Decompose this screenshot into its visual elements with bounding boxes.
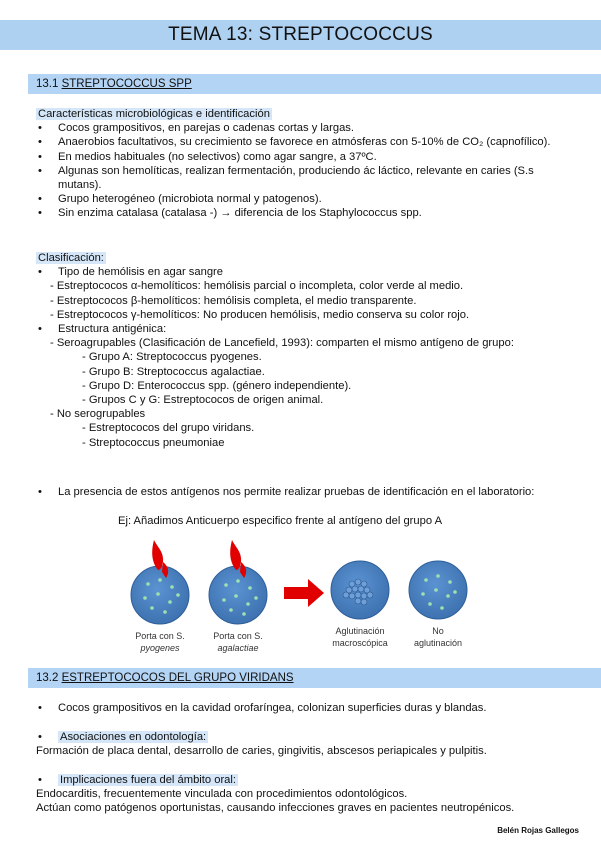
caption-slide-4: No [432,626,444,636]
hemolysis-gamma: - Estreptococos γ-hemolíticos: No producen hemólisis, medio conserva su color rojo. [50,308,470,321]
antigen-list [36,322,556,336]
hemolysis-alpha: - Estreptococos α-hemolíticos: hemólisis parcial o incompleta, color verde al medio. [50,280,464,293]
odontology-heading: Asociaciones en odontología: [60,731,207,743]
hemolysis-beta: - Estreptococos β-hemolíticos: hemólisis completa, el medio transparente. [50,294,417,307]
outside-oral-line-2: Actúan como patógenos oportunistas, causando infecciones graves en pacientes neutropénicos. [36,802,515,815]
example-text: Ej: Añadimos Anticuerpo especifico frente al antígeno del grupo A [118,515,443,527]
section-title: STREPTOCOCCUS SPP [61,78,192,90]
list-item: • Cocos grampositivos en la cavidad orofaríngea, colonizan superficies duras y blandas. [36,701,556,715]
slide-no-agglutination [409,561,467,619]
non-group-item: - Streptococcus pneumoniae [82,436,225,449]
list-item: • Cocos grampositivos, en parejas o cadenas cortas y largas. [36,121,556,135]
outside-oral-heading: Implicaciones fuera del ámbito oral: [60,774,236,786]
characteristics-list [36,121,556,220]
section-number: 13.1 [36,78,59,90]
section-header-13-1 [28,74,601,94]
presence-list [36,485,556,499]
odontology-block [36,730,581,758]
classification-heading: Clasificación: [38,252,104,264]
slide-pyogenes [131,540,189,624]
group-item: - Grupo A: Streptococcus pyogenes. [82,351,262,364]
outside-oral-block [36,773,556,816]
section-header-13-2 [28,668,601,688]
classification-list [36,265,556,279]
list-item: • Algunas son hemolíticas, realizan fermentación, produciendo ác láctico, relevante en caries (S.s mutans). [36,164,556,192]
section-title: ESTREPTOCOCOS DEL GRUPO VIRIDANS [61,672,294,684]
drop-icon [230,540,241,570]
agglutination-figure [120,532,480,657]
presence-block [36,485,556,499]
drop-icon [152,540,163,570]
non-serogroupable: - No serogrupables [50,408,146,421]
classification-block [36,251,556,450]
bullet: • [38,731,42,743]
outside-oral-line-1: Endocarditis, frecuentemente vinculada con procedimientos odontológicos. [36,788,408,801]
page-title: TEMA 13: STREPTOCOCCUS [0,20,601,50]
list-item: • En medios habituales (no selectivos) como agar sangre, a 37ºC. [36,150,556,164]
caption-slide-3-line2: macroscópica [332,638,388,648]
list-item: • Grupo heterogéneo (microbiota normal y patogenos). [36,192,556,206]
list-item: • Sin enzima catalasa (catalasa -) → diferencia de los Staphylococcus spp. [36,206,556,220]
list-item: • Tipo de hemólisis en agar sangre [36,265,556,279]
characteristics-heading: Características microbiológicas e identificación [38,108,270,120]
slide-agalactiae [209,540,267,624]
non-group-item: - Estreptococos del grupo viridans. [82,422,255,435]
section-number: 13.2 [36,672,59,684]
viridans-item-block [36,701,556,715]
caption-slide-1: Porta con S. [135,631,185,641]
serogroupable: - Seroagrupables (Clasificación de Lancefield, 1993): comparten el mismo antígeno de grupo: [50,337,514,350]
group-item: - Grupo D: Enterococcus spp. (género independiente). [82,379,352,392]
arrow-icon [284,579,324,607]
group-item: - Grupos C y G: Estreptococos de origen animal. [82,394,324,407]
slide-agglutination [331,561,389,619]
list-item: • Anaerobios facultativos, su crecimiento se favorece en atmósferas con 5-10% de CO₂ (capnofílico). [36,135,556,149]
list-item: • La presencia de estos antígenos nos permite realizar pruebas de identificación en el laboratorio: [36,485,556,499]
characteristics-block [36,107,556,221]
caption-slide-4-line2: aglutinación [413,638,463,648]
group-item: - Grupo B: Streptococcus agalactiae. [82,365,265,378]
viridans-list [36,701,556,715]
list-item: • Estructura antigénica: [36,322,556,336]
author-footer: Belén Rojas Gallegos [497,826,579,835]
caption-slide-3: Aglutinación [335,626,385,636]
caption-slide-1-species: pyogenes [140,643,180,653]
odontology-text: Formación de placa dental, desarrollo de caries, gingivitis, abscesos periapicales y pulpitis. [36,745,487,758]
caption-slide-2-species: agalactiae [217,643,259,653]
caption-slide-2: Porta con S. [213,631,263,641]
bullet: • [38,774,42,786]
